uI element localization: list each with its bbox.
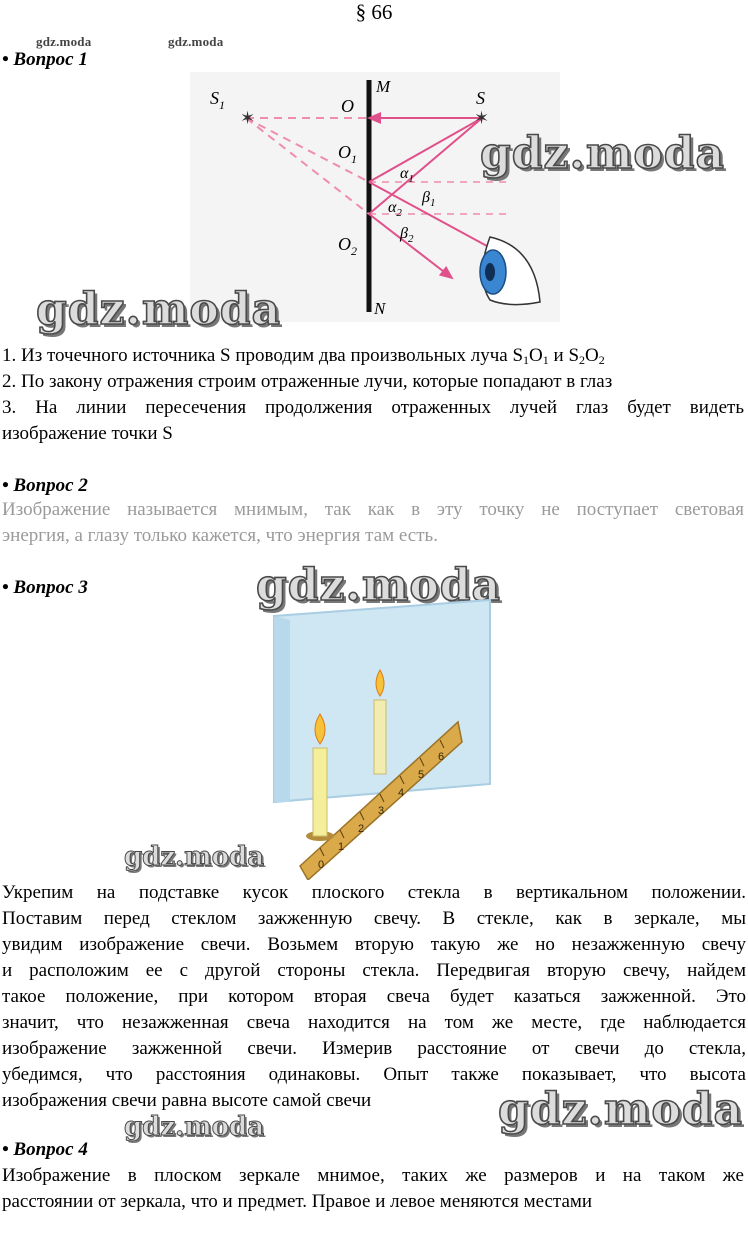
q3-answer-paragraph	[2, 880, 746, 1114]
watermark-small-left: gdz.moda	[36, 34, 92, 49]
source-s1-marker: ✶	[240, 108, 256, 128]
label-n: N	[374, 299, 386, 318]
back-candle	[374, 700, 386, 774]
label-o2: $O_2$	[338, 234, 357, 258]
ruler-number-5: 5	[418, 769, 425, 781]
q4-answer-line-2: расстоянии от зеркала, что и предмет. Правое и левое меняются местами	[2, 1191, 593, 1212]
watermark-small-right: gdz.moda	[168, 34, 224, 49]
ruler-number-0: 0	[318, 859, 325, 871]
label-o: O	[341, 96, 354, 116]
q3-line: такое положение, при котором вторая свеча будет казаться зажженной. Это	[2, 986, 746, 1007]
q3-line: и расположим ее с другой стороны стекла. Передвигая вторую свечу, найдем	[2, 960, 746, 981]
question-4-title: • Вопрос 4	[2, 1139, 88, 1160]
question-2-title: • Вопрос 2	[2, 475, 88, 496]
watermark-big-2: gdz.moda	[36, 284, 282, 335]
q4-answer-line-1: Изображение в плоском зеркале мнимое, таких же размеров и на таком же	[2, 1165, 744, 1186]
q3-line: убедимся, что расстояния одинаковы. Опыт также показывает, что высота	[2, 1064, 746, 1085]
watermark-big-1: gdz.moda	[480, 128, 726, 179]
ruler-number-1: 1	[338, 841, 345, 853]
q1-step-1: 1. Из точечного источника S проводим два произвольных луча $S_1O_1$ и $S_2O_2$	[2, 345, 605, 367]
ruler-number-2: 2	[358, 823, 365, 835]
q3-line: изображения свечи равна высоте самой свечи	[2, 1090, 372, 1111]
q3-line: изображение зажженной свечи. Измерив расстояние от свечи до стекла,	[2, 1038, 746, 1059]
ruler-number-3: 3	[378, 805, 385, 817]
watermark-mid-1: gdz.moda	[124, 842, 265, 872]
label-beta1: $\beta_1$	[422, 189, 436, 209]
label-m: M	[376, 77, 391, 96]
label-s1: $S_1$	[210, 88, 225, 112]
candle-glass-illustration	[240, 596, 512, 880]
label-beta2: $\beta_2$	[400, 225, 414, 245]
watermark-big-4: gdz.moda	[498, 1084, 744, 1135]
watermark-mid-2: gdz.moda	[124, 1112, 265, 1142]
watermark-big-3: gdz.moda	[256, 560, 502, 611]
q1-step-3-line-2: изображение точки S	[2, 423, 173, 444]
ruler-number-4: 4	[398, 787, 405, 799]
source-s-marker: ✶	[474, 108, 490, 128]
question-1-title: • Вопрос 1	[2, 49, 88, 70]
q3-line: значит, что незажженная свеча находится на том же месте, где наблюдается	[2, 1012, 746, 1033]
glass-edge	[274, 616, 290, 802]
q1-step-3-line-1: 3. На линии пересечения продолжения отраженных лучей глаз будет видеть	[2, 397, 744, 418]
q3-line: увидим изображение свечи. Возьмем вторую такую же но незажженную свечу	[2, 934, 746, 955]
label-o1: $O_1$	[338, 142, 357, 166]
q3-line: Поставим перед стеклом зажженную свечу. В стекле, как в зеркале, мы	[2, 908, 746, 929]
question-3-title: • Вопрос 3	[2, 577, 88, 598]
q1-step-2: 2. По закону отражения строим отраженные лучи, которые попадают в глаз	[2, 371, 613, 392]
q3-line: Укрепим на подставке кусок плоского стекла в вертикальном положении.	[2, 882, 746, 903]
q2-answer-line-1: Изображение называется мнимым, так как в эту точку не поступает световая	[2, 499, 744, 520]
section-number: § 66	[355, 0, 393, 24]
label-s: S	[476, 88, 485, 108]
ruler-number-6: 6	[438, 751, 445, 763]
label-alpha1: $\alpha_1$	[400, 165, 414, 185]
front-candle	[313, 748, 327, 836]
q2-answer-line-2: энергия, а глазу только кажется, что энергия там есть.	[2, 525, 438, 546]
label-alpha2: $\alpha_2$	[388, 199, 402, 219]
